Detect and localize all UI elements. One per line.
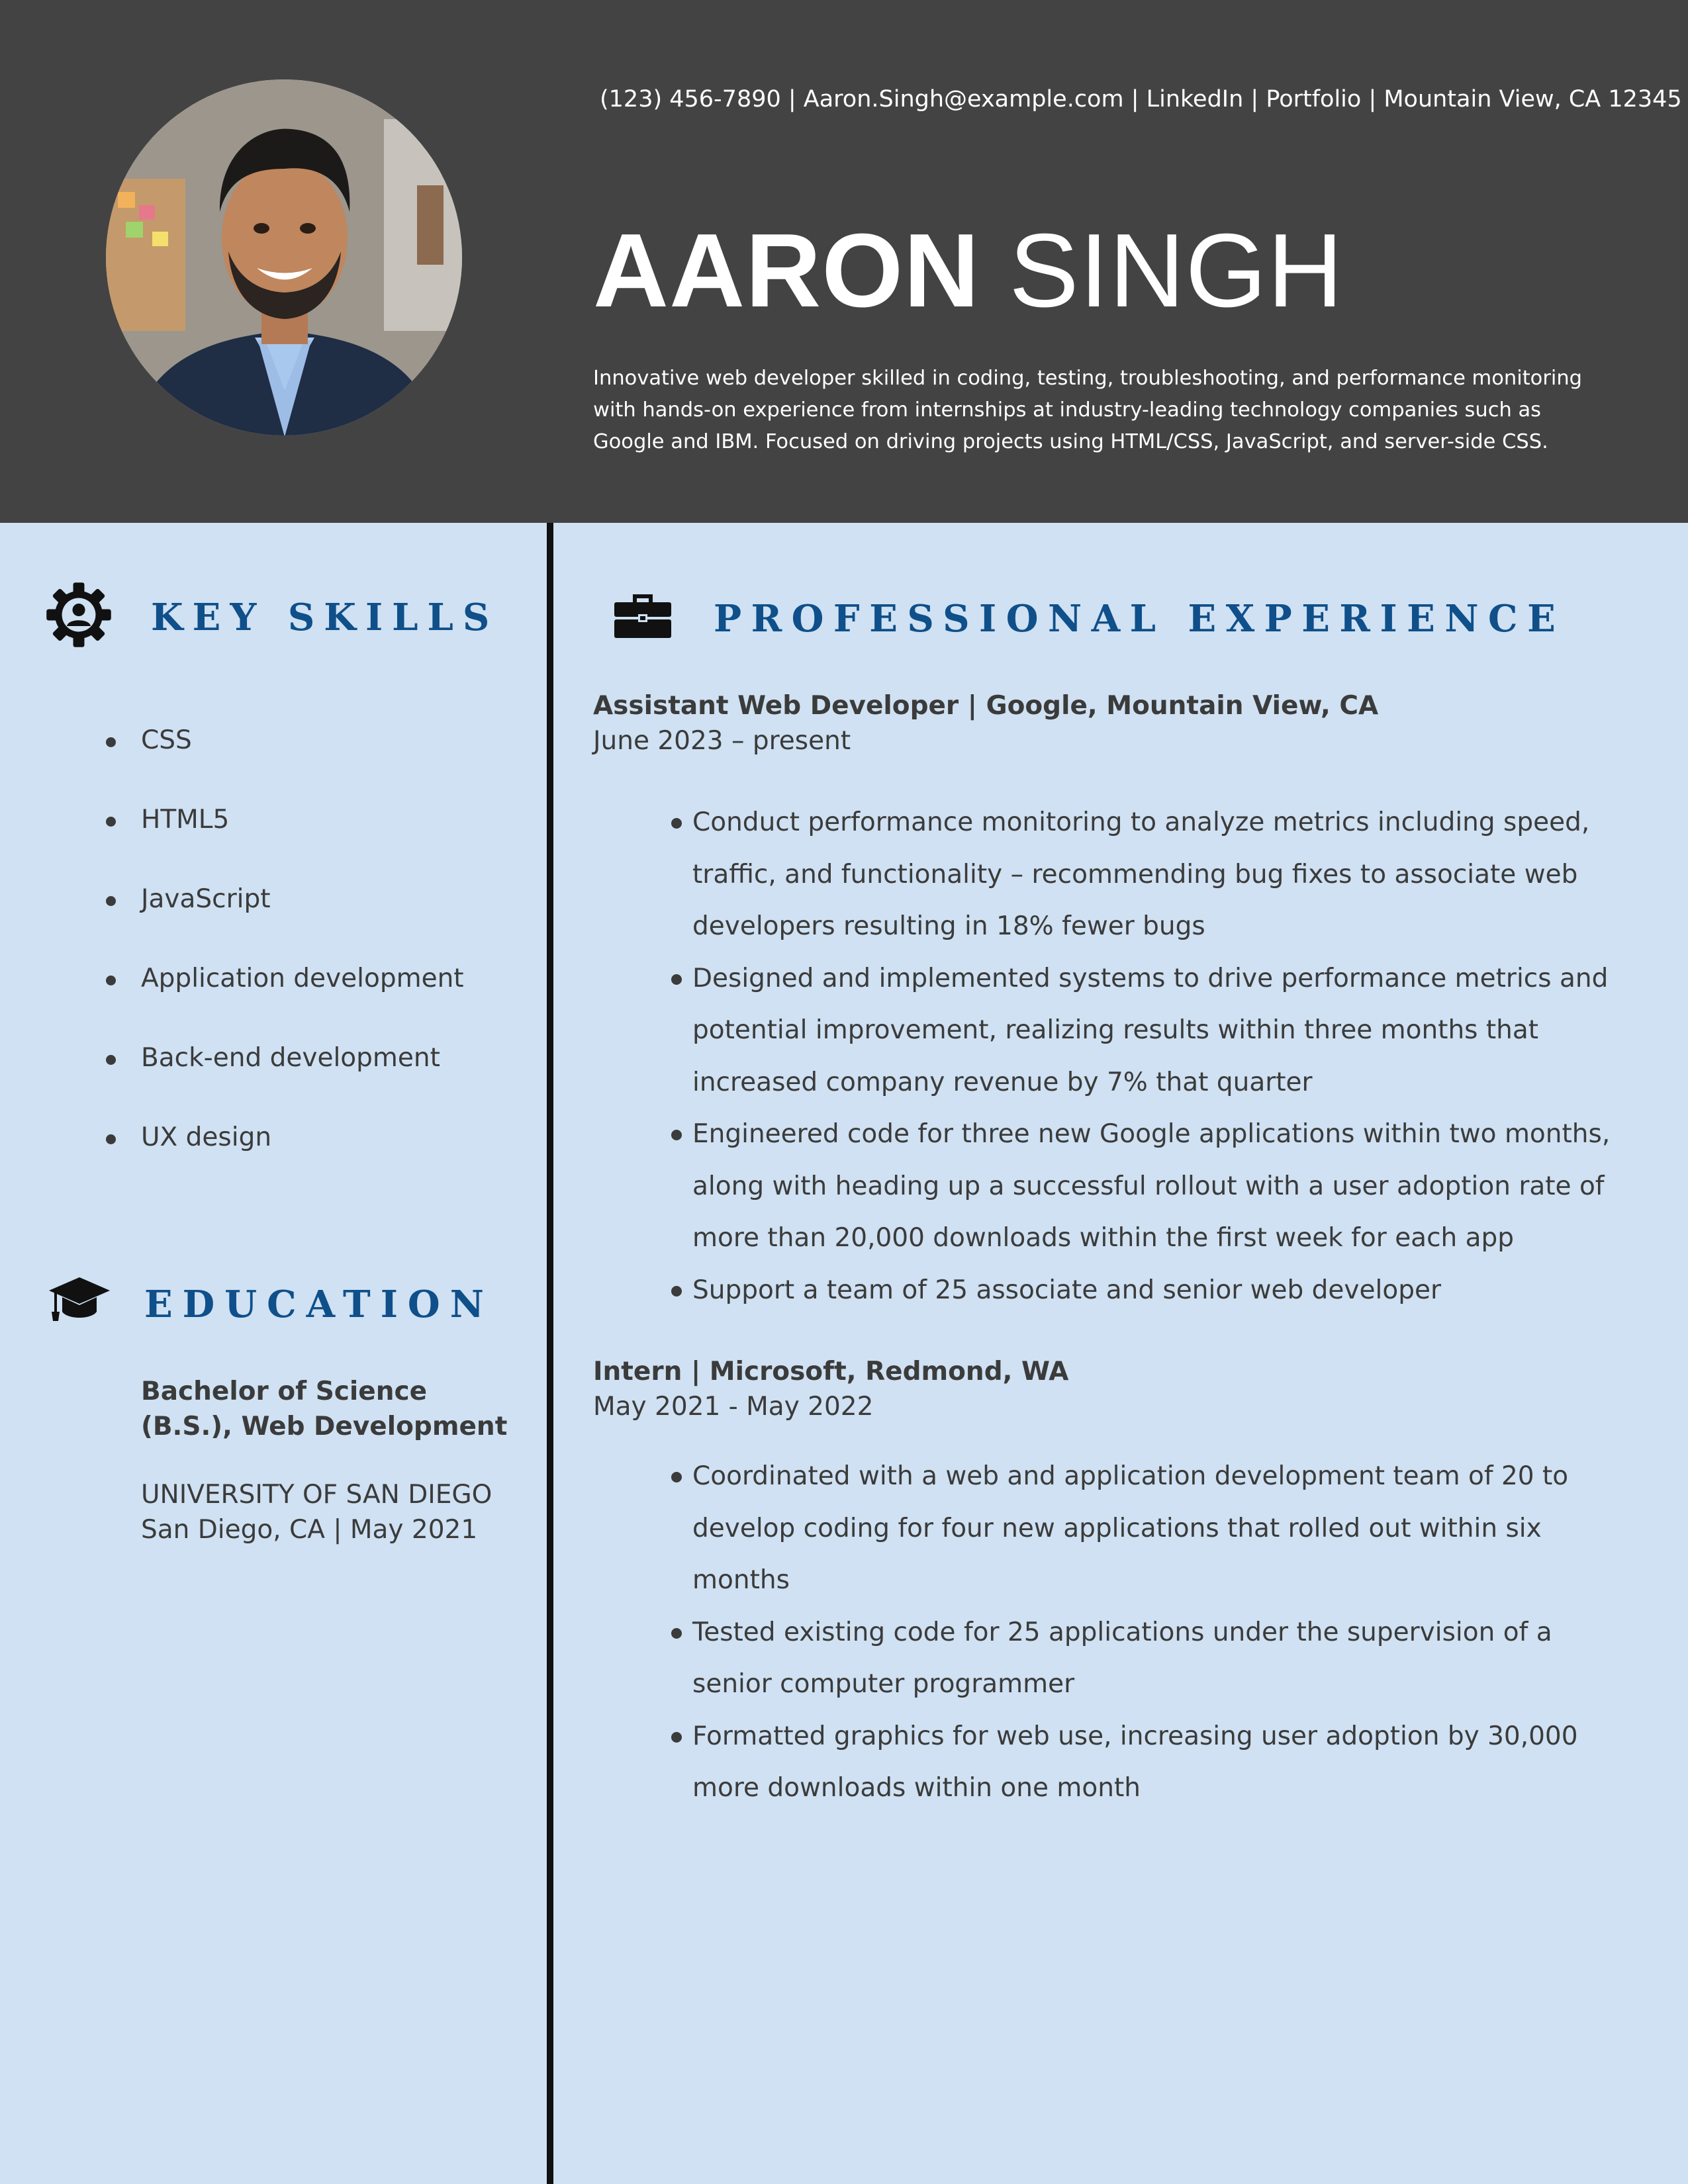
bullet-dot: [106, 817, 116, 827]
briefcase-icon: [613, 592, 673, 639]
bullet-text: Coordinated with a web and application development team of 20 to develop coding for four new applications that rolled out within six months: [692, 1461, 1569, 1595]
school-location-date: San Diego, CA | May 2021: [141, 1515, 478, 1545]
contact-line: (123) 456-7890 | Aaron.Singh@example.com | LinkedIn | Portfolio | Mountain View, CA 12345: [600, 86, 1682, 113]
job-dates: June 2023 – present: [593, 726, 851, 756]
bullet-text: Conduct performance monitoring to analyze metrics including speed, traffic, and functionality – recommending bug fixes to associate web developers resulting in 18% fewer bugs: [692, 807, 1590, 941]
job-bullet: [669, 1607, 1635, 1711]
bullet-dot: [106, 737, 116, 747]
graduation-cap-icon: [48, 1273, 111, 1326]
bullet-dot: [671, 1472, 682, 1482]
full-name: [593, 212, 1344, 329]
bullet-dot: [106, 1055, 116, 1065]
skill-label: Application development: [141, 964, 464, 993]
skill-label: JavaScript: [141, 884, 271, 914]
job-bullet: [669, 1451, 1635, 1607]
bullet-dot: [106, 896, 116, 906]
degree: Bachelor of Science (B.S.), Web Development: [141, 1377, 508, 1441]
job-title: Assistant Web Developer | Google, Mountain View, CA: [593, 691, 1379, 721]
bullet-text: Designed and implemented systems to drive performance metrics and potential improvement, realizing results within three months that increased company revenue by 7% that quarter: [692, 963, 1609, 1097]
job-bullets: [669, 1451, 1635, 1815]
skill-label: CSS: [141, 725, 192, 755]
bullet-dot: [671, 1628, 682, 1639]
bullet-text: Support a team of 25 associate and senior web developer: [692, 1275, 1441, 1305]
column-divider: [547, 523, 553, 2184]
summary-text: Innovative web developer skilled in coding, testing, troubleshooting, and performance monitoring with hands-on experience from internships at industry-leading technology companies such as Google and IBM. Focused on driving projects using HTML/CSS, JavaScript, and server-side CSS.: [593, 367, 1583, 453]
gear-icon: [44, 580, 114, 650]
bullet-text: Engineered code for three new Google applications within two months, along with heading up a successful rollout with a user adoption rate of more than 20,000 downloads within the first week for each app: [692, 1119, 1611, 1253]
job-bullet: [669, 1109, 1635, 1265]
bullet-dot: [671, 818, 682, 829]
job-title: Intern | Microsoft, Redmond, WA: [593, 1357, 1069, 1387]
bullet-text: Formatted graphics for web use, increasing user adoption by 30,000 more downloads within one month: [692, 1721, 1578, 1803]
school-name: UNIVERSITY OF SAN DIEGO: [141, 1480, 492, 1510]
first-name: AARON: [593, 212, 980, 329]
skill-label: HTML5: [141, 805, 230, 835]
bullet-dot: [106, 976, 116, 985]
bullet-dot: [106, 1134, 116, 1144]
job-bullet: [669, 953, 1635, 1109]
experience-heading: PROFESSIONAL EXPERIENCE: [714, 597, 1566, 641]
key-skills-heading: KEY SKILLS: [151, 596, 499, 639]
education-heading: EDUCATION: [144, 1283, 494, 1326]
skill-label: UX design: [141, 1122, 272, 1152]
job-bullet: [669, 797, 1635, 953]
last-name: SINGH: [1009, 212, 1344, 329]
bullet-text: Tested existing code for 25 applications under the supervision of a senior computer programmer: [692, 1617, 1552, 1699]
job-bullet: [669, 1265, 1635, 1317]
bullet-dot: [671, 1130, 682, 1140]
bullet-dot: [671, 974, 682, 985]
profile-photo: [106, 79, 462, 435]
job-bullet: [669, 1711, 1635, 1815]
header-banner: [0, 0, 1688, 523]
job-bullets: [669, 797, 1635, 1316]
job-dates: May 2021 - May 2022: [593, 1392, 874, 1422]
bullet-dot: [671, 1286, 682, 1297]
skill-label: Back-end development: [141, 1043, 440, 1073]
bullet-dot: [671, 1732, 682, 1743]
